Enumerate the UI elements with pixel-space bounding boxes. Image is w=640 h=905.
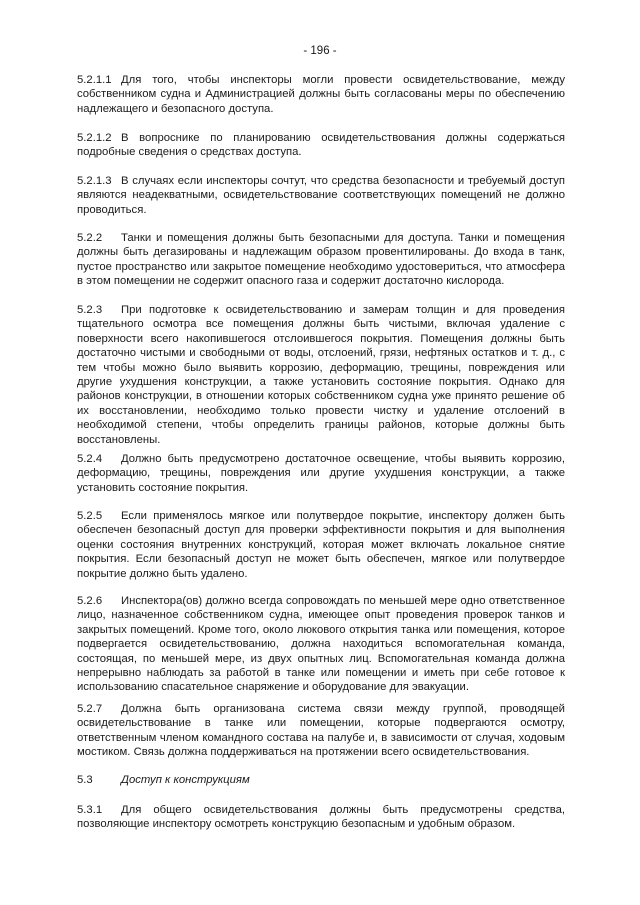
paragraph-text: Инспектора(ов) должно всегда сопровождать по меньшей мере одно ответственное лицо, назначенное собственником судна, имеющее опыт проведения проверок танков и закрытых помещений. Кроме того, около люкового открытия танка или помещения, которое подвергается освидетельствованию, должна находиться вспомогательная команда, состоящая, по меньшей мере, из двух опытных лиц. Вспомогательная команда должна непрерывно наблюдать за работой в танке или помещении и иметь при себе готовое к использованию спасательное снаряжение и оборудование для эвакуации. — [77, 595, 565, 694]
paragraph-number: 5.2.3 — [77, 304, 103, 316]
paragraph-text: В вопроснике по планированию освидетельствования должны содержаться подробные сведения о средствах доступа. — [77, 132, 565, 159]
paragraph-number: 5.2.4 — [77, 453, 103, 465]
paragraph-5-2-1-1 — [77, 73, 565, 116]
section-heading-5-3 — [77, 773, 565, 787]
paragraph-text: Танки и помещения должны быть безопасными для доступа. Танки и помещения должны быть дегазированы и надлежащим образом провентилированы. До входа в танк, пустое пространство или закрытое помещение необходимо удостовериться, что атмосфера в этом помещении не содержит опасного газа и содержит достаточно кислорода. — [77, 232, 565, 288]
paragraph-5-2-2 — [77, 231, 565, 289]
heading-text: Доступ к конструкциям — [121, 774, 250, 786]
paragraph-number: 5.2.1.3 — [77, 175, 112, 187]
paragraph-text: Должно быть предусмотрено достаточное освещение, чтобы выявить коррозию, деформацию, трещины, повреждения или другие ухудшения конструкции, а также установить состояние покрытия. — [77, 453, 565, 494]
paragraph-5-2-1-2 — [77, 131, 565, 160]
paragraph-5-2-5 — [77, 509, 565, 581]
paragraph-5-2-6 — [77, 594, 565, 695]
paragraph-5-2-3 — [77, 303, 565, 447]
paragraph-text: При подготовке к освидетельствованию и замерам толщин и для проведения тщательного осмотра все помещения должны быть чистыми, включая удаление с поверхности всего накопившегося отслоившегося покрытия. Помещения должны быть достаточно чистыми и свободными от воды, отслоений, грязи, нефтяных остатков и т. д., с тем чтобы можно было выявить коррозию, деформацию, трещины, повреждения или другие ухудшения конструкции, а также установить состояние покрытия. Однако для районов конструкции, в отношении которых собственником судна уже принято решение об их восстановлении, необходимо только провести чистку и удаление отслоений в необходимой степени, чтобы определить границы районов, которые должны быть восстановлены. — [77, 304, 565, 446]
paragraph-number: 5.2.1.2 — [77, 132, 112, 144]
paragraph-text: Для того, чтобы инспекторы могли провести освидетельствование, между собственником судна и Администрацией должны быть согласованы меры по обеспечению надлежащего и безопасного доступа. — [77, 74, 565, 115]
paragraph-5-2-4 — [77, 452, 565, 495]
paragraph-number: 5.2.7 — [77, 703, 103, 715]
paragraph-number: 5.2.1.1 — [77, 74, 112, 86]
paragraph-text: В случаях если инспекторы сочтут, что средства безопасности и требуемый доступ являются неадекватными, освидетельствование соответствующих помещений не должно проводиться. — [77, 175, 565, 216]
paragraph-5-3-1 — [77, 803, 565, 832]
paragraph-5-2-1-3 — [77, 174, 565, 217]
paragraph-text: Если применялось мягкое или полутвердое покрытие, инспектору должен быть обеспечен безопасный доступ для проверки эффективности покрытия и для выполнения оценки состояния внутренних конструкций, которая может включать локальное снятие покрытия. Если безопасный доступ не может быть обеспечен, мягкое или полутвердое покрытие должно быть удалено. — [77, 510, 565, 580]
paragraph-number: 5.2.6 — [77, 595, 103, 607]
page-number: - 196 - — [303, 45, 337, 57]
paragraph-5-2-7 — [77, 702, 565, 760]
paragraph-text: Должна быть организована система связи между группой, проводящей освидетельствование в танке или помещении, которые подвергаются осмотру, ответственным членом командного состава на палубе и, в зависимости от случая, ходовым мостиком. Связь должна поддерживаться на протяжении всего освидетельствования. — [77, 703, 565, 759]
paragraph-number: 5.2.5 — [77, 510, 103, 522]
paragraph-text: Для общего освидетельствования должны быть предусмотрены средства, позволяющие инспектору осмотреть конструкцию безопасным и удобным образом. — [77, 804, 565, 831]
paragraph-number: 5.2.2 — [77, 232, 103, 244]
paragraph-number: 5.3.1 — [77, 804, 103, 816]
heading-number: 5.3 — [77, 774, 93, 786]
